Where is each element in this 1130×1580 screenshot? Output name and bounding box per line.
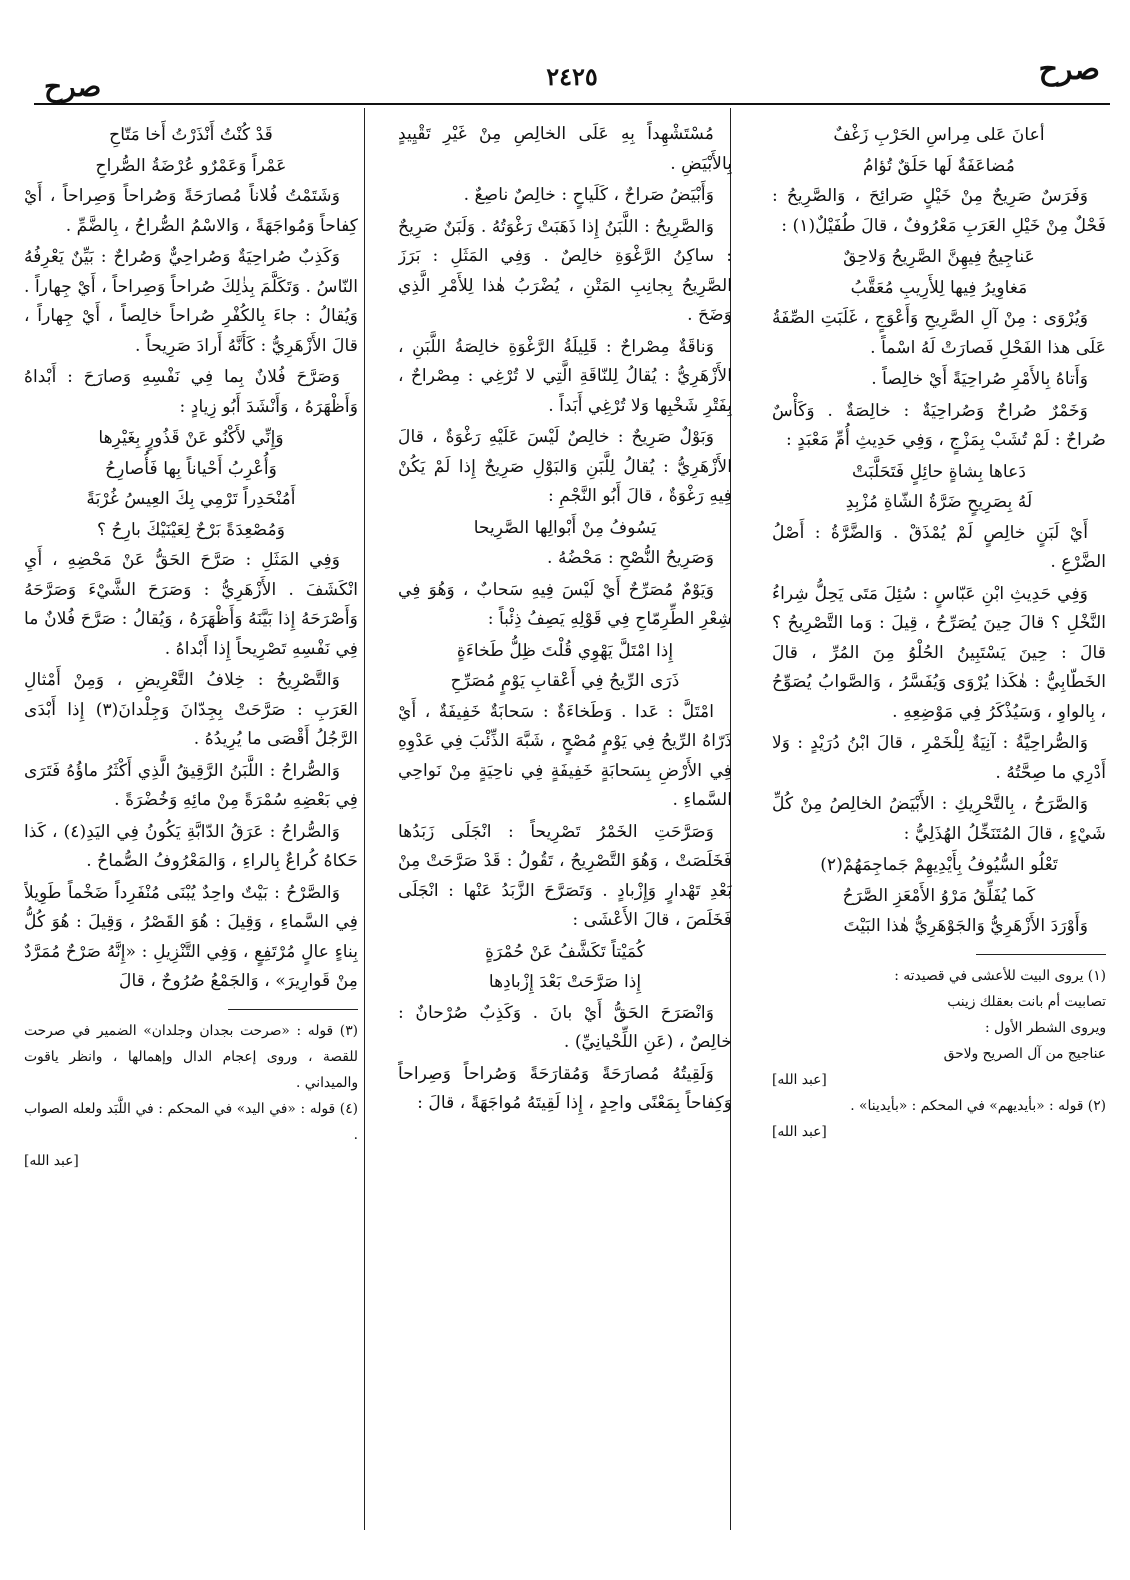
- entry-paragraph: وَالصُّراحُ : اللَّبَنُ الرَّقِيقُ الَّذِي أَكْثَرُ ماؤُهُ فَتَرَى فِي بَعْضِهِ سُمْرَةً مِنْ مائِهِ وَخُضْرَةً .: [24, 760, 358, 810]
- footnote-line: تصابيت أم بانت بعقلك زينب: [947, 993, 1106, 1010]
- column-middle: [398, 120, 732, 1540]
- footnote-line: (٣) قوله : «صرحت بجدان وجلدان» الضمير في صرحت للقصة ، وروى إعجام الدال وإهمالها ، وانظر ياقوت والميداني .: [24, 1022, 358, 1091]
- footnote-line: عناجيج من آل الصريح ولاحق: [943, 1045, 1106, 1062]
- column-right: [772, 120, 1106, 1540]
- footnote-line: (١) يروى البيت للأعشى في قصيدته :: [894, 967, 1106, 984]
- verse-line: كُمَيْتاً تَكَشَّفُ عَنْ حُمْرَةٍ: [485, 941, 645, 962]
- entry-paragraph: وَأَبْيَضُ صَراحٌ ، كَلَياحٍ : خالِصٌ ناصِعٌ .: [463, 185, 714, 205]
- footnote-line: (٤) قوله : «في اليد» في المحكم : في اللَّبَد ولعله الصواب .: [24, 1100, 358, 1143]
- entry-paragraph: وَشَتَمْتُ فُلاناً مُصارَحَةً وَصُراحاً وَصِراحاً ، أَيْ كِفاحاً وَمُواجَهَةً ، وَالاسْمُ الصُّراحُ ، بِالضَّمِّ .: [24, 186, 358, 236]
- entry-paragraph: وَخَمْرٌ صُراحٌ وَصُراحِيَةٌ : خالِصَةٌ . وَكَأْسٌ صُراحٌ : لَمْ تُشَبْ بِمَزْجٍ ، وَفِي حَدِيثِ أُمِّ مَعْبَدٍ :: [772, 400, 1106, 450]
- entry-paragraph: وَفَرَسٌ صَرِيحٌ مِنْ خَيْلٍ صَرائِحَ ، وَالصَّرِيحُ : فَحْلٌ مِنْ خَيْلِ العَرَبِ مَعْرُوفٌ ، قالَ طُفَيْلٌ(١) :: [772, 186, 1106, 236]
- verse-line: مَغاوِيرُ فِيها لِلأَرِيبِ مُعَقَّبُ: [850, 277, 1028, 298]
- entry-paragraph: وَأَتاهُ بِالأَمْرِ صُراحِيَةً أَيْ خالِصاً .: [871, 369, 1088, 389]
- entry-paragraph: وَالصَّرَحُ ، بِالتَّحْرِيكِ : الأَبْيَضُ الخالِصُ مِنْ كُلِّ شَيْءٍ ، قالَ المُتَنَخِّلُ الهُذَلِيُّ :: [772, 794, 1106, 844]
- entry-paragraph: وَيُرْوَى : مِنْ آلِ الصَّرِيحِ وَأَعْوَجٍ ، غَلَبَتِ الصِّفَةُ عَلَى هذا الفَحْلِ فَصارَتْ لَهُ اسْماً .: [772, 308, 1106, 358]
- footnote-rule: [228, 1009, 358, 1010]
- verse-line: كَما يُفَلِّقُ مَرْوُ الأَمْعَزِ الصَّرَحُ: [842, 885, 1036, 906]
- header-keyword-left: صرح: [44, 70, 102, 103]
- verse-line: ذَرَى الرِّيحُ فِي أَعْقابِ يَوْمٍ مُصَرِّحِ: [450, 671, 680, 691]
- page-header: [34, 52, 1110, 106]
- entry-paragraph: وَانْصَرَحَ الحَقُّ أَيْ بانَ . وَكَذِبٌ صُرْحانٌ : خالِصٌ ، (عَنِ اللِّحْيانِيِّ) .: [398, 1002, 732, 1052]
- verse-line: إِذا صَرَّحَتْ بَعْدَ إِزْبادِها: [488, 972, 642, 992]
- entry-paragraph: امْتَلَّ : عَدا . وَطَخاءَةٌ : سَحابَةٌ خَفِيفَةٌ ، أَيْ ذَرّاهُ الرِّيحُ فِي يَوْمٍ مُصْحٍ ، شَبَّهَ الذِّئْبَ فِي عَدْوِهِ فِي الأَرْضِ بِسَحابَةٍ خَفِيفَةٍ فِي ناحِيَةٍ مِنْ نَواحِي السَّماءِ .: [398, 701, 732, 810]
- entry-paragraph: مُسْتَشْهِداً بِهِ عَلَى الخالِصِ مِنْ غَيْرِ تَقْيِيدٍ بِالأَبْيَضِ .: [398, 124, 732, 174]
- entry-paragraph: وَفِي المَثَلِ : صَرَّحَ الحَقُّ عَنْ مَحْضِهِ ، أَيِ انْكَشَفَ . الأَزْهَرِيُّ : وَصَرَحَ الشَّيْءَ وَصَرَّحَهُ وَأَصْرَحَهُ إِذا بَيَّنَهُ وَأَظْهَرَهُ ، وَيُقالُ : صَرَّحَ فُلانٌ ما فِي نَفْسِهِ تَصْرِيحاً إِذا أَبْداهُ .: [24, 550, 358, 659]
- verse-line: لَهُ بِصَرِيحٍ ضَرَّةُ الشّاةِ مُزْبِدِ: [845, 492, 1033, 512]
- footnote-signature: [عبد الله]: [772, 1071, 827, 1088]
- entry-paragraph: وَصَرَّحَ فُلانٌ بِما فِي نَفْسِهِ وَصارَحَ : أَبْداهُ وَأَظْهَرَهُ ، وَأَنْشَدَ أَبُو زِيادٍ :: [24, 367, 358, 417]
- verse-line: وَأُعْرِبُ أَحْياناً بِها فَأُصارِحُ: [105, 458, 277, 479]
- verse-line: عَناجِيجُ فِيهِنَّ الصَّرِيحُ وَلاحِقٌ: [843, 247, 1035, 267]
- column-left: [24, 120, 358, 1540]
- verse-line: إِذا امْتَلَّ يَهْوِي قُلْتَ ظِلُّ طَخاءَةٍ: [456, 640, 674, 661]
- entry-paragraph: وَيَوْمٌ مُصَرِّحٌ أَيْ لَيْسَ فِيهِ سَحابٌ ، وَهُوَ فِي شِعْرِ الطِّرِمّاحِ فِي قَوْلِهِ يَصِفُ ذِئْباً :: [398, 579, 732, 629]
- verse-line: وَمُصْعِدَةً بَرْحٌ لِعَيْنَيْكَ بارِحُ ؟: [96, 519, 286, 540]
- entry-paragraph: وَالصُّراحُ : عَرَقُ الدّابَّةِ يَكُونُ فِي اليَدِ(٤) ، كَذا حَكاهُ كُراعٌ بِالراءِ ، وَالمَعْرُوفُ الصُّماحُ .: [24, 821, 358, 871]
- column-separator: [364, 108, 365, 1530]
- entry-paragraph: وَأَوْرَدَ الأَزْهَرِيُّ وَالجَوْهَرِيُّ هٰذا البَيْتَ: [843, 916, 1088, 936]
- header-rule: [34, 103, 1110, 105]
- footnote-signature: [عبد الله]: [772, 1123, 827, 1140]
- verse-line: تَعْلُو السُّيُوفُ بِأَيْدِيهِمْ جَماجِمَهُمْ(٢): [820, 855, 1058, 875]
- verse-line: أَمُنْحَدِراً تَرْمِي بِكَ العِيسُ غُرْبَةً: [86, 489, 296, 509]
- entry-paragraph: وَبَوْلٌ صَرِيحٌ : خالِصٌ لَيْسَ عَلَيْهِ رَغْوَةٌ ، قالَ الأَزْهَرِيُّ : يُقالُ لِلَّبَنِ وَالبَوْلِ صَرِيحٌ إِذا لَمْ يَكُنْ فِيهِ رَغْوَةٌ ، قالَ أَبُو النَّجْمِ :: [398, 427, 732, 506]
- entry-paragraph: وَالصَّرِيحُ : اللَّبَنُ إِذا ذَهَبَتْ رَغْوَتُهُ . وَلَبَنٌ صَرِيحٌ : ساكِنُ الرَّغْوَةِ خالِصٌ . وَفِي المَثَلِ : بَرَزَ الصَّرِيحُ بِجانِبِ المَتْنِ ، يُضْرَبُ هٰذا لِلأَمْرِ الَّذِي وَضَحَ .: [398, 216, 732, 325]
- entry-paragraph: وَالصُّراحِيَّةُ : آنِيَةٌ لِلْخَمْرِ ، قالَ ابْنُ دُرَيْدٍ : وَلا أَدْرِي ما صِحَّتُهُ .: [772, 733, 1106, 783]
- verse-line: عَمْراً وَعَمْرٌو عُرْضَةُ الصُّراحِ: [95, 155, 287, 176]
- verse-line: يَسُوفُ مِنْ أَبْوالِها الصَّرِيحا: [473, 517, 657, 538]
- footnote-line: (٢) قوله : «بأيديهم» في المحكم : «بأيدينا» .: [850, 1097, 1106, 1114]
- footnote-signature: [عبد الله]: [24, 1152, 79, 1169]
- entry-paragraph: وَلَقِيتُهُ مُصارَحَةً وَمُقارَحَةً وَصُراحاً وَصِراحاً وَكِفاحاً بِمَعْنًى واحِدٍ ، إِذا لَقِيتَهُ مُواجَهَةً ، قالَ :: [398, 1063, 732, 1113]
- verse-line: أعانَ عَلى مِراسِ الحَرْبِ زَغْفٌ: [833, 125, 1045, 145]
- entry-paragraph: وَالصَّرْحُ : بَيْتٌ واحِدٌ يُبْنَى مُنْفَرِداً ضَخْماً طَوِيلاً فِي السَّماءِ ، وَقِيلَ : هُوَ القَصْرُ ، وَقِيلَ : هُوَ كُلُّ بِناءٍ عالٍ مُرْتَفِعٍ ، وَفِي التَّنْزِيلِ : «إِنَّهُ صَرْحٌ مُمَرَّدٌ مِنْ قَوارِيرَ» ، وَالجَمْعُ صُرُوحٌ ، قالَ: [24, 882, 358, 991]
- entry-paragraph: وَفِي حَدِيثِ ابْنِ عَبّاسٍ : سُئِلَ مَتَى يَحِلُّ شِراءُ النَّخْلِ ؟ قالَ حِينَ يُصَرِّحُ ، قِيلَ : وَما التَّصْرِيحُ ؟ قالَ : حِينَ يَسْتَبِينُ الحُلْوُ مِنَ المُرِّ ، قالَ الخَطّابِيُّ : هٰكَذا يُرْوَى وَيُفَسَّرُ ، وَالصَّوابُ يُصَوِّحُ ، بِالواوِ ، وَسَيُذْكَرُ فِي مَوْضِعِهِ .: [772, 583, 1106, 722]
- verse-line: مُضاعَفَةٌ لَها حَلَقٌ تُؤامُ: [862, 155, 1016, 176]
- header-keyword-right: صرح: [1038, 52, 1100, 87]
- footnotes: [772, 963, 1106, 1145]
- entry-paragraph: أَيْ لَبَنٍ خالِصٍ لَمْ يُمْذَقْ . وَالضَّرَّةُ : أَصْلُ الضَّرْعِ .: [772, 522, 1106, 572]
- footnote-rule: [976, 954, 1106, 955]
- page-number: ٢٤٢٥: [546, 62, 598, 91]
- footnote-line: ويروى الشطر الأول :: [984, 1019, 1106, 1036]
- verse-line: دَعاها بِشاةٍ حائِلٍ فَتَحَلَّبَتْ: [851, 461, 1027, 482]
- footnotes: [24, 1018, 358, 1174]
- verse-line: وَإِنِّي لأَكْنُو عَنْ قَذُورٍ بِغَيْرِها: [98, 428, 284, 448]
- entry-paragraph: وَكَذِبٌ صُراحِيَةٌ وَصُراحِيٌّ وَصُراحٌ : بَيِّنٌ يَعْرِفُهُ النّاسُ . وَتَكَلَّمَ بِذٰلِكَ صُراحاً وَصِراحاً ، أَيْ جِهاراً . وَيُقالُ : جاءَ بِالكُفْرِ صُراحاً خالِصاً ، أَيْ جِهاراً ، قالَ الأَزْهَرِيُّ : كَأَنَّهُ أَرادَ صَرِيحاً .: [24, 247, 358, 356]
- entry-paragraph: وَصَرَّحَتِ الخَمْرُ تَصْرِيحاً : انْجَلَى زَبَدُها فَخَلَصَتْ ، وَهُوَ التَّصْرِيحُ ، تَقُولُ : قَدْ صَرَّحَتْ مِنْ بَعْدِ تَهْدارٍ وَإِزْبادٍ . وَتَصَرَّحَ الزَّبَدُ عَنْها : انْجَلَى فَخَلَصَ ، قالَ الأَعْشَى :: [398, 821, 732, 930]
- entry-paragraph: وَالتَّصْرِيحُ : خِلافُ التَّعْرِيضِ ، وَمِنْ أَمْثالِ العَرَبِ : صَرَّحَتْ بِجِدّانَ وَجِلْدانَ(٣) إِذا أَبْدَى الرَّجُلُ أَقْصَى ما يُرِيدُهُ .: [24, 670, 358, 749]
- entry-paragraph: وَصَرِيحُ النُّصْحِ : مَحْضُهُ .: [547, 548, 714, 568]
- entry-paragraph: وَناقَةٌ مِصْراحٌ : قَلِيلَةُ الرَّغْوَةِ خالِصَةُ اللَّبَنِ ، الأَزْهَرِيُّ : يُقالُ لِلنّاقَةِ الَّتِي لا تُرْغِي : مِصْراحٌ ، بِفَتْرِ شَخْبِها وَلا تُرْغِي أَبَداً .: [398, 336, 732, 416]
- verse-line: قَدْ كُنْتُ أَنْذَرْتُ أَخا مَتّاحِ: [109, 125, 273, 145]
